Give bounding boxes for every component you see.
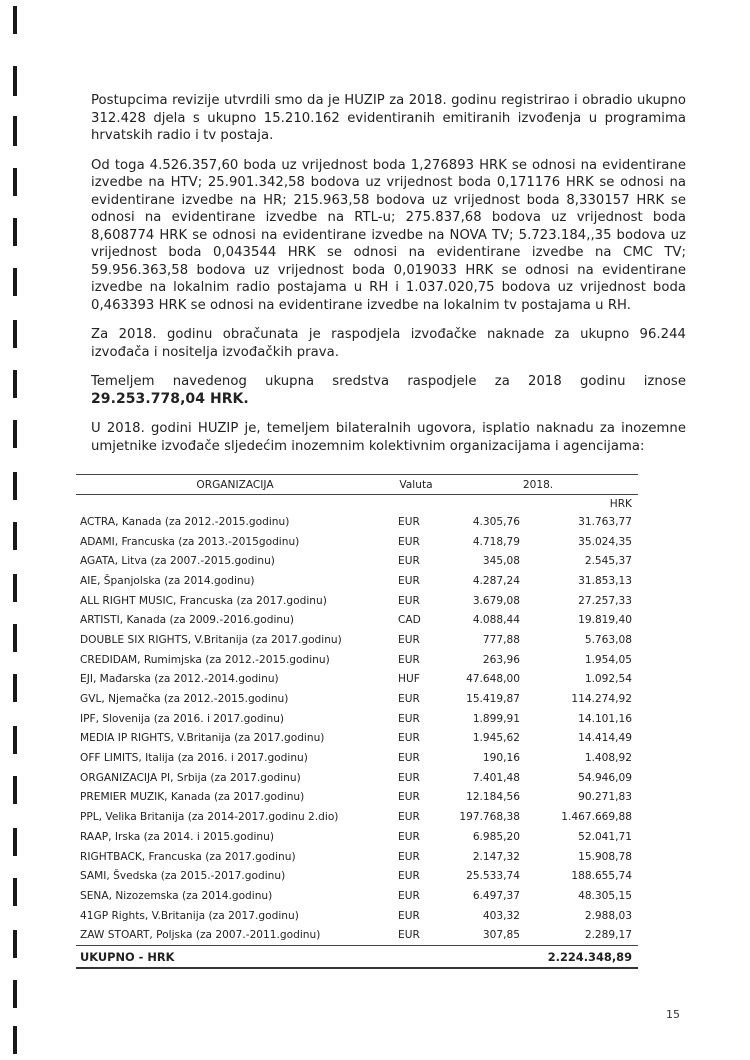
row-currency: EUR	[398, 574, 420, 587]
row-currency: EUR	[398, 515, 420, 528]
header-year: 2018.	[438, 475, 638, 495]
row-amount: 7.401,48	[472, 771, 520, 784]
binding-mark	[13, 624, 17, 652]
row-organization: 41GP Rights, V.Britanija (za 2017.godinu)	[80, 909, 299, 922]
table-row	[76, 768, 638, 788]
row-organization: RAAP, Irska (za 2014. i 2015.godinu)	[80, 830, 274, 843]
row-currency: EUR	[398, 693, 420, 706]
row-amount: 3.679,08	[472, 594, 520, 607]
table-row	[76, 906, 638, 926]
total-value: 2.224.348,89	[526, 946, 638, 969]
row-amount: 4.305,76	[472, 515, 520, 528]
row-organization: EJI, Mađarska (za 2012.-2014.godinu)	[80, 673, 279, 686]
row-organization: CREDIDAM, Rumimjska (za 2012.-2015.godinu)	[80, 653, 330, 666]
row-amount: 2.147,32	[472, 850, 520, 863]
total-label: UKUPNO - HRK	[76, 946, 394, 969]
row-currency: EUR	[398, 830, 420, 843]
row-currency: EUR	[398, 850, 420, 863]
row-amount-hrk: 31.853,13	[578, 574, 633, 587]
row-organization: ZAW STOART, Poljska (za 2007.-2011.godinu)	[76, 925, 394, 945]
binding-mark	[13, 420, 17, 448]
table-body	[76, 512, 638, 968]
row-currency: EUR	[398, 594, 420, 607]
table-row	[76, 866, 638, 886]
row-currency: EUR	[398, 771, 420, 784]
row-organization: IPF, Slovenija (za 2016. i 2017.godinu)	[80, 712, 285, 725]
row-currency: EUR	[398, 633, 420, 646]
table-row	[76, 807, 638, 827]
row-amount-hrk: 31.763,77	[578, 515, 633, 528]
row-amount-hrk: 2.289,17	[526, 925, 638, 945]
total-funds-amount: 29.253.778,04 HRK.	[91, 390, 249, 407]
binding-mark	[13, 168, 17, 196]
row-organization: PPL, Velika Britanija (za 2014-2017.godinu 2.dio)	[80, 811, 339, 824]
row-amount: 47.648,00	[466, 673, 520, 686]
row-amount: 403,32	[482, 909, 520, 922]
table-row	[76, 630, 638, 650]
table-row	[76, 532, 638, 552]
binding-mark	[13, 828, 17, 856]
table-total-row	[76, 946, 638, 969]
table-row	[76, 788, 638, 808]
paragraph-total-funds	[91, 373, 686, 408]
row-amount: 4.287,24	[472, 574, 520, 587]
table-row	[76, 512, 638, 532]
table-row	[76, 729, 638, 749]
row-amount: 6.497,37	[472, 889, 520, 902]
row-currency: EUR	[398, 732, 420, 745]
row-amount-hrk: 19.819,40	[578, 614, 633, 627]
binding-mark	[13, 268, 17, 296]
table-row	[76, 847, 638, 867]
row-amount: 345,08	[482, 555, 520, 568]
row-amount-hrk: 48.305,15	[578, 889, 633, 902]
row-organization: ARTISTI, Kanada (za 2009.-2016.godinu)	[80, 614, 294, 627]
binding-mark	[13, 66, 17, 96]
row-organization: SAMI, Švedska (za 2015.-2017.godinu)	[80, 870, 286, 883]
row-organization: RIGHTBACK, Francuska (za 2017.godinu)	[80, 850, 296, 863]
row-currency: EUR	[398, 791, 420, 804]
table-row	[76, 670, 638, 690]
row-amount-hrk: 1.954,05	[584, 653, 633, 666]
table-row	[76, 650, 638, 670]
binding-mark	[13, 930, 17, 958]
row-amount: 1.945,62	[472, 732, 520, 745]
row-amount: 12.184,56	[466, 791, 520, 804]
row-amount-hrk: 2.545,37	[584, 555, 633, 568]
row-currency: CAD	[398, 614, 421, 627]
table-row	[76, 591, 638, 611]
row-currency: EUR	[398, 811, 420, 824]
table-row	[76, 925, 638, 945]
row-amount: 25.533,74	[466, 870, 520, 883]
row-amount-hrk: 1.092,54	[584, 673, 633, 686]
row-currency: EUR	[398, 870, 420, 883]
row-amount: 4.088,44	[472, 614, 520, 627]
table-row	[76, 610, 638, 630]
row-organization: SENA, Nizozemska (za 2014.godinu)	[80, 889, 273, 902]
row-organization: MEDIA IP RIGHTS, V.Britanija (za 2017.godinu)	[80, 732, 325, 745]
page-number: 15	[666, 1008, 680, 1021]
binding-mark	[13, 1026, 17, 1054]
row-amount-hrk: 15.908,78	[578, 850, 633, 863]
paragraph-points-breakdown: Od toga 4.526.357,60 boda uz vrijednost boda 1,276893 HRK se odnosi na evidentirane izvedbe na HTV; 25.901.342,58 bodova uz vrijednost boda 0,171176 HRK se odnosi na evidentirane izvedbe na HR; 215.963,58 bodova uz vrijednost boda 8,330157 HRK se odnosi na evidentirane izvedbe na RTL-u; 275.837,68 bodova uz vrijednost boda 8,608774 HRK se odnosi na evidentirane izvedbe na NOVA TV; 5.723.184,,35 bodova uz vrijednost boda 0,043544 HRK se odnosi na evidentirane izvedbe na CMC TV; 59.956.363,58 bodova uz vrijednost boda 0,019033 HRK se odnosi na evidentirane izvedbe na lokalnim radio postajama u RH i 1.037.020,75 bodova uz vrijednost boda 0,463393 HRK se odnosi na evidentirane izvedbe na lokalnim tv postajama u RH.	[91, 157, 686, 313]
header-hrk: HRK	[609, 497, 633, 510]
binding-mark	[13, 116, 17, 146]
binding-mark	[13, 218, 17, 246]
row-currency: EUR	[394, 925, 438, 945]
row-organization: ADAMI, Francuska (za 2013.-2015godinu)	[80, 535, 300, 548]
row-amount: 4.718,79	[472, 535, 520, 548]
row-amount: 1.899,91	[472, 712, 520, 725]
paragraph-registration: Postupcima revizije utvrdili smo da je HUZIP za 2018. godinu registrirao i obradio ukupno 312.428 djela s ukupno 15.210.162 evidentiranih emitiranih izvođenja u programima hrvatskih radio i tv postaja.	[91, 93, 686, 143]
row-amount-hrk: 1.467.669,88	[561, 811, 633, 824]
row-amount-hrk: 2.988,03	[584, 909, 633, 922]
row-organization: ORGANIZACIJA PI, Srbija (za 2017.godinu)	[80, 771, 301, 784]
row-amount-hrk: 14.414,49	[578, 732, 633, 745]
binding-mark	[13, 776, 17, 804]
row-currency: EUR	[398, 653, 420, 666]
row-amount-hrk: 5.763,08	[584, 633, 633, 646]
binding-mark	[13, 980, 17, 1008]
row-organization: ALL RIGHT MUSIC, Francuska (za 2017.godinu)	[80, 594, 327, 607]
row-amount: 15.419,87	[466, 693, 520, 706]
row-amount-hrk: 27.257,33	[578, 594, 633, 607]
binding-mark	[13, 370, 17, 398]
binding-mark	[13, 472, 17, 500]
row-amount-hrk: 1.408,92	[584, 752, 633, 765]
row-amount: 190,16	[482, 752, 520, 765]
row-organization: OFF LIMITS, Italija (za 2016. i 2017.godinu)	[80, 752, 308, 765]
binding-mark	[13, 674, 17, 702]
row-organization: ACTRA, Kanada (za 2012.-2015.godinu)	[80, 515, 290, 528]
body-text	[91, 92, 686, 467]
row-currency: EUR	[398, 752, 420, 765]
binding-mark	[13, 6, 17, 34]
row-amount: 777,88	[482, 633, 520, 646]
row-organization: AIE, Španjolska (za 2014.godinu)	[80, 574, 255, 587]
row-amount-hrk: 14.101,16	[578, 712, 633, 725]
row-amount-hrk: 35.024,35	[578, 535, 633, 548]
binding-mark	[13, 522, 17, 550]
table-row	[76, 571, 638, 591]
row-amount-hrk: 90.271,83	[578, 791, 633, 804]
foreign-organizations-table	[76, 474, 638, 969]
row-organization: DOUBLE SIX RIGHTS, V.Britanija (za 2017.godinu)	[80, 633, 342, 646]
row-organization: GVL, Njemačka (za 2012.-2015.godinu)	[80, 693, 289, 706]
table-row	[76, 709, 638, 729]
row-currency: EUR	[398, 909, 420, 922]
paragraph-foreign-payments: U 2018. godini HUZIP je, temeljem bilateralnih ugovora, isplatio naknadu za inozemne umjetnike izvođače sljedećim inozemnim kolektivnim organizacijama i agencijama:	[91, 421, 686, 454]
row-organization: PREMIER MUZIK, Kanada (za 2017.godinu)	[80, 791, 305, 804]
row-amount-hrk: 188.655,74	[571, 870, 633, 883]
header-organization: ORGANIZACIJA	[76, 475, 394, 495]
row-amount: 197.768,38	[459, 811, 520, 824]
row-amount-hrk: 114.274,92	[571, 693, 633, 706]
row-amount-hrk: 52.041,71	[578, 830, 633, 843]
row-currency: EUR	[398, 535, 420, 548]
row-currency: EUR	[398, 712, 420, 725]
row-currency: HUF	[398, 673, 420, 686]
row-currency: EUR	[398, 889, 420, 902]
paragraph-performers-count: Za 2018. godinu obračunata je raspodjela izvođačke naknade za ukupno 96.244 izvođača i nositelja izvođačkih prava.	[91, 327, 686, 360]
binding-mark	[13, 320, 17, 348]
row-amount: 307,85	[438, 925, 526, 945]
row-amount-hrk: 54.946,09	[578, 771, 633, 784]
row-amount: 263,96	[482, 653, 520, 666]
row-currency: EUR	[398, 555, 420, 568]
table-row	[76, 551, 638, 571]
binding-mark	[13, 726, 17, 754]
table-row	[76, 886, 638, 906]
binding-mark	[13, 878, 17, 906]
table-row	[76, 827, 638, 847]
row-amount: 6.985,20	[472, 830, 520, 843]
header-currency: Valuta	[394, 475, 438, 495]
table-row	[76, 748, 638, 768]
binding-mark	[13, 574, 17, 602]
row-organization: AGATA, Litva (za 2007.-2015.godinu)	[80, 555, 275, 568]
total-funds-text: Temeljem navedenog ukupna sredstva raspodjele za 2018 godinu iznose	[91, 374, 686, 389]
table-row	[76, 689, 638, 709]
